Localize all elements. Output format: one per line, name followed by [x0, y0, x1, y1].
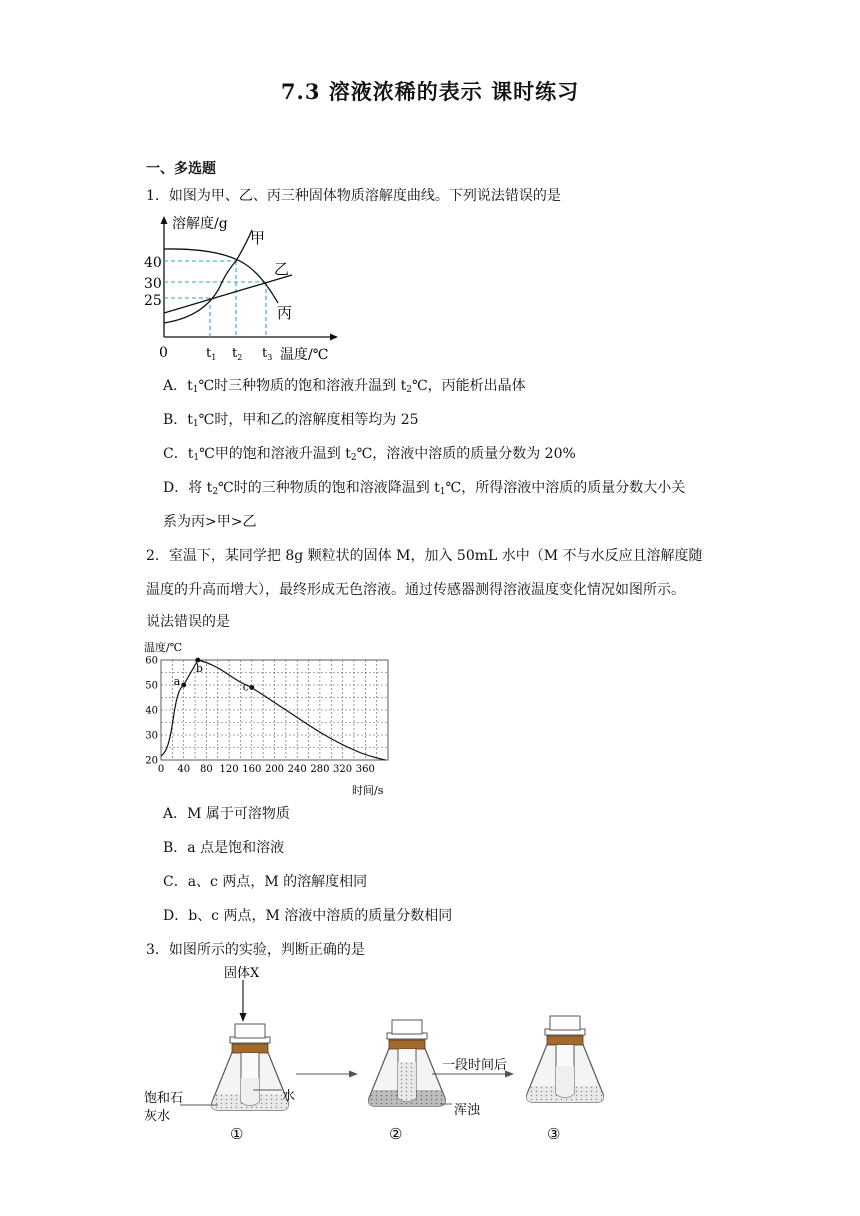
point-label-b: b — [195, 662, 203, 675]
x-tick-label: 160 — [242, 764, 262, 775]
point-a — [181, 683, 186, 688]
q2-option-d: D．b、c 两点，M 溶液中溶质的质量分数相同 — [163, 908, 453, 924]
q1-option-a: A．$t_1℃$时三种物质的饱和溶液升温到 $t_2℃$，丙能析出晶体 — [163, 378, 526, 395]
y-tick-label: 60 — [145, 655, 158, 667]
temperature-time-chart — [140, 638, 400, 800]
flask-number-3: ③ — [547, 1125, 561, 1143]
y-tick-label: 20 — [145, 755, 158, 767]
x-tick-label: 120 — [219, 764, 239, 775]
label-water: 水 — [282, 1089, 296, 1104]
y-axis-arrow — [161, 216, 168, 224]
y-tick-label: 50 — [145, 680, 158, 692]
x-tick-label: 360 — [355, 764, 375, 775]
experiment-figure — [140, 962, 610, 1152]
y-tick-30: 30 — [144, 276, 162, 292]
curve-label-yi: 乙 — [274, 260, 290, 278]
x-tick-label: 240 — [287, 764, 307, 775]
y-tick-label: 40 — [145, 705, 158, 717]
temperature-series-line — [161, 661, 385, 760]
y-tick-25: 25 — [144, 293, 162, 309]
label-turbid: 浑浊 — [454, 1103, 481, 1118]
guide-lines — [164, 261, 266, 337]
q2-stem-line3: 说法错误的是 — [146, 614, 230, 630]
label-after-time: 一段时间后 — [442, 1058, 508, 1073]
q1-option-c: C．$t_1℃$甲的饱和溶液升温到 $t_2℃$，溶液中溶质的质量分数为 20% — [163, 446, 576, 463]
q1-stem: 1．如图为甲、乙、丙三种固体物质溶解度曲线。下列说法错误的是 — [146, 188, 561, 204]
x-tick-t3: $t_3$ — [262, 346, 273, 362]
q1-option-d: D．将 $t_2℃$时的三种物质的饱和溶液降温到 $t_1℃$，所得溶液中溶质的质量分数大小关 — [163, 480, 686, 497]
label-limewater-2: 灰水 — [144, 1109, 171, 1124]
section-heading: 一、多选题 — [146, 161, 216, 177]
q1-option-b: B．$t_1℃$时，甲和乙的溶解度相等均为 25 — [163, 412, 419, 429]
x-tick-label: 80 — [200, 764, 213, 775]
x-tick-label: 320 — [333, 764, 353, 775]
flask-3 — [527, 1016, 604, 1102]
x-tick-t2: $t_2$ — [232, 346, 243, 362]
origin-label: 0 — [159, 345, 168, 361]
y-tick-40: 40 — [144, 255, 162, 271]
chart-y-label: 温度/℃ — [144, 641, 183, 654]
y-axis-label: 溶解度/g — [172, 216, 228, 232]
curve-label-jia: 甲 — [250, 229, 266, 247]
q2-option-c: C．a、c 两点，M 的溶解度相同 — [163, 874, 368, 890]
chart-x-label: 时间/s — [352, 784, 384, 797]
q2-option-b: B．a 点是饱和溶液 — [163, 840, 285, 856]
x-axis-label: 温度/℃ — [280, 347, 329, 363]
y-tick-label: 30 — [145, 730, 158, 742]
q2-stem-line2: 温度的升高而增大），最终形成无色溶液。通过传感器测得溶液温度变化情况如图所示。 — [146, 582, 685, 598]
flask-1 — [212, 1024, 289, 1110]
x-axis-arrow — [330, 334, 338, 341]
curve-label-bing: 丙 — [277, 304, 293, 322]
page-title: 7.3 溶液浓稀的表示 课时练习 — [280, 79, 580, 104]
flask-number-1: ① — [230, 1125, 244, 1143]
q3-stem: 3．如图所示的实验，判断正确的是 — [146, 942, 365, 958]
label-limewater-1: 饱和石 — [144, 1091, 184, 1106]
point-label-c: c — [242, 680, 249, 694]
x-tick-label: 280 — [310, 764, 330, 775]
label-solid-x: 固体X — [224, 966, 260, 981]
curve-bing — [164, 249, 278, 303]
point-label-a: a — [173, 675, 181, 688]
x-tick-label: 40 — [177, 764, 191, 775]
flask-number-2: ② — [389, 1125, 403, 1143]
q1-option-d-continued: 系为丙>甲>乙 — [163, 514, 257, 530]
flask-2 — [369, 1020, 446, 1106]
x-tick-t1: $t_1$ — [206, 346, 217, 362]
q2-option-a: A．M 属于可溶物质 — [163, 806, 290, 822]
q2-stem-line1: 2．室温下，某同学把 8g 颗粒状的固体 M，加入 50mL 水中（M 不与水反应且溶解度随 — [146, 548, 703, 564]
solubility-curve-figure — [140, 212, 350, 372]
point-c — [249, 685, 254, 690]
x-tick-label: 0 — [157, 764, 165, 775]
x-tick-label: 200 — [264, 764, 285, 775]
